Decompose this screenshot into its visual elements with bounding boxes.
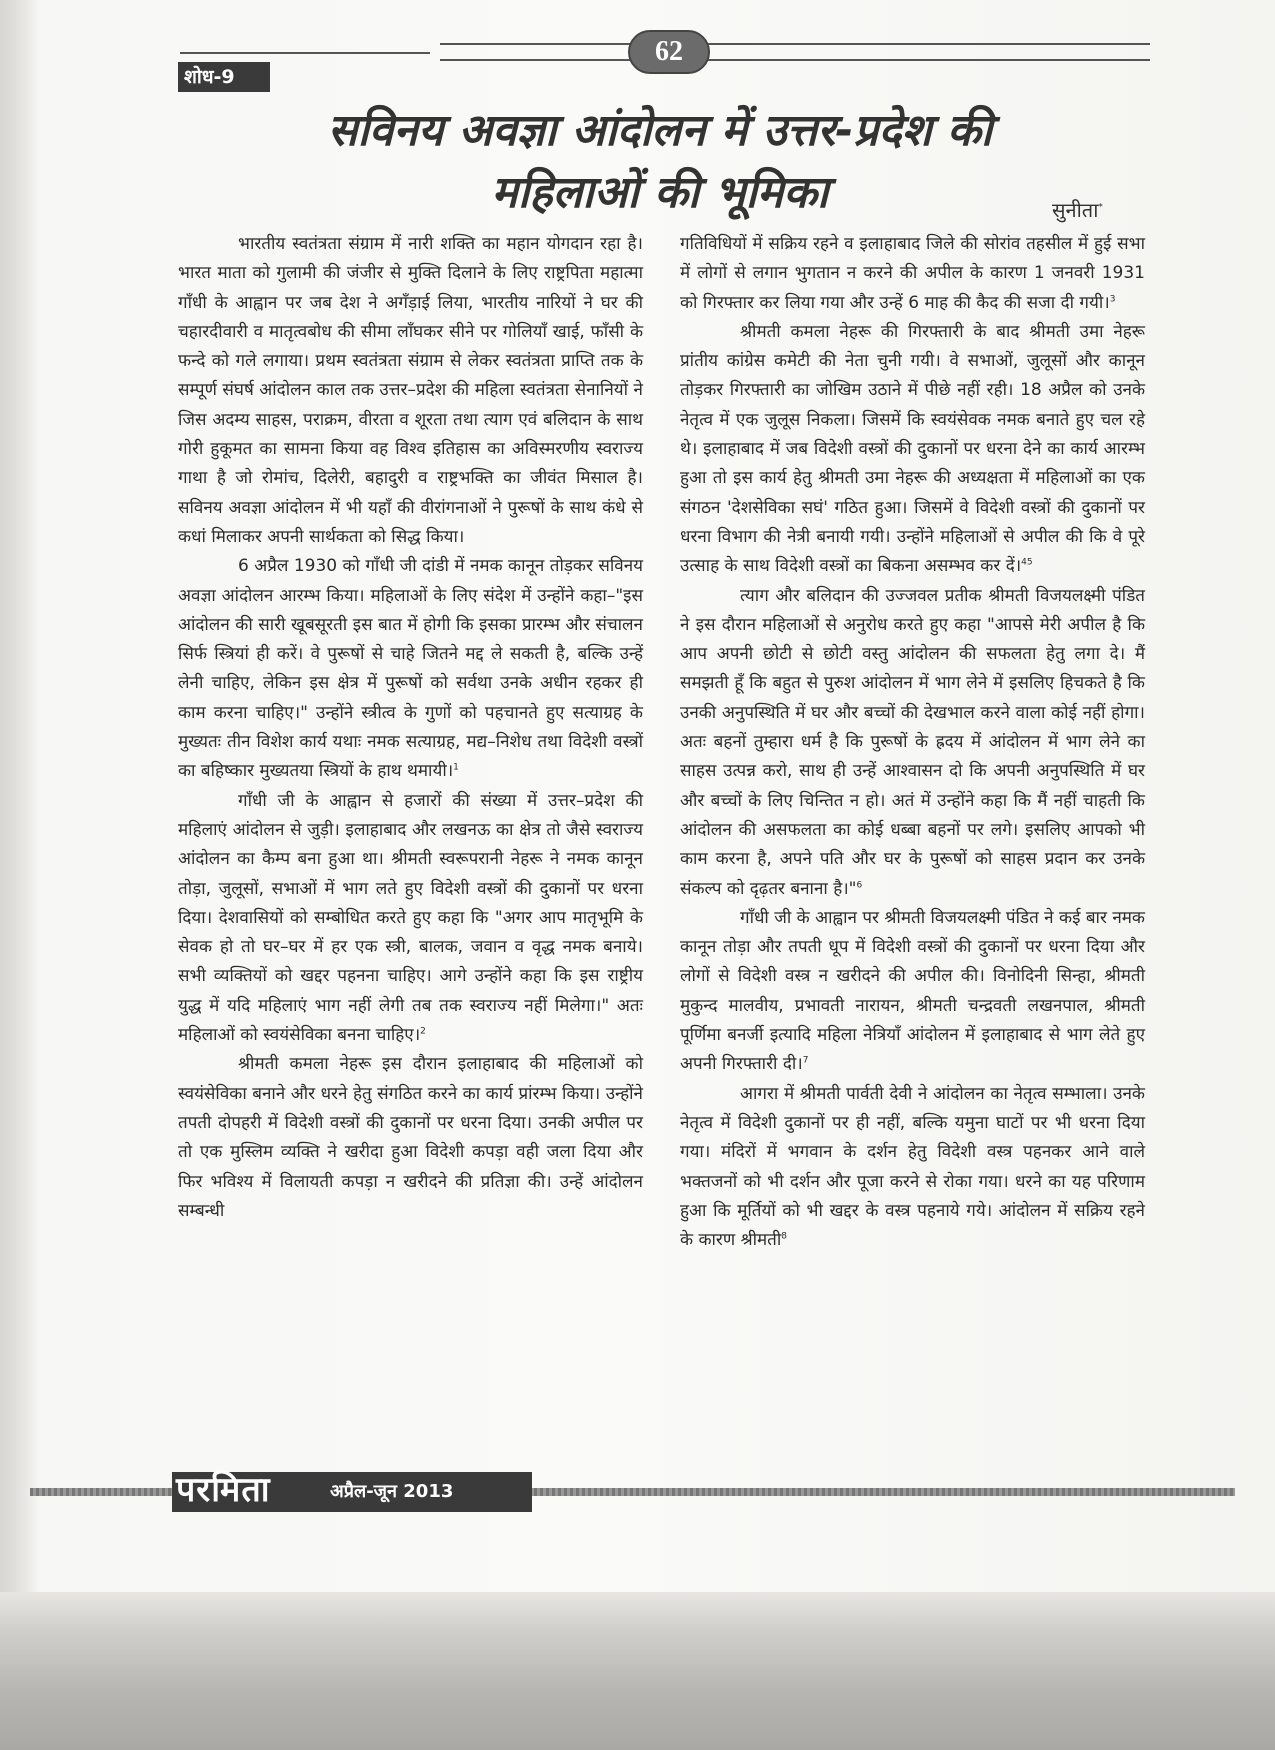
paragraph-text: भारतीय स्वतंत्रता संग्राम में नारी शक्ति का महान योगदान रहा है। भारत माता को गुलामी की जंजीर से मुक्ति दिलाने के लिए राष्ट्रपिता महात्मा गाँधी के आह्वान पर जब देश ने अगँड़ाई लिया, भारतीय नारियों ने घर की चहारदीवारी व मातृत्वबोध की सीमा लाँघकर सीने पर गोलियाँ खाई, फाँसी के फन्दे को गले लगाया। प्रथम स्वतंत्रता संग्राम से लेकर स्वतंत्रता प्राप्ति तक के सम्पूर्ण संघर्ष आंदोलन काल तक उत्तर–प्रदेश की महिला स्वतंत्रता सेनानियों ने जिस अदम्य साहस, पराक्रम, वीरता व शूरता तथा त्याग एवं बलिदान के साथ गोरी हुकूमत का सामना किया वह विश्व इतिहास का अविस्मरणीय स्वराज्य गाथा है जो रोमांच, दिलेरी, बहादुरी व राष्ट्रभक्ति का जीवंत मिसाल है। सविनय अवज्ञा आंदोलन में भी यहाँ की वीरांगनाओं ने पुरूषों के साथ कंधे से कधां मिलाकर अपनी सार्थकता को सिद्ध किया।: [178, 234, 643, 547]
section-tag: शोध-9: [178, 62, 270, 92]
paragraph-text: गाँधी जी के आह्वान पर श्रीमती विजयलक्ष्मी पंडित ने कई बार नमक कानून तोड़ा और तपती धूप में विदेशी वस्त्रों की दुकानों पर धरना दिया और लोगों से विदेशी वस्त्र न खरीदने की अपील की। विनोदिनी सिन्हा, श्रीमती मुकुन्द मालवीय, प्रभावती नारायन, श्रीमती चन्द्रवती लखनपाल, श्रीमती पूर्णिमा बनर्जी इत्यादि महिला नेत्रियाँ आंदोलन में इलाहाबाद से भाग लेते हुए अपनी गिरफ्तारी दी।: [680, 907, 1145, 1075]
article-title-line2: महिलाओं की भूमिका: [491, 167, 829, 218]
header-rule-left: [180, 52, 430, 54]
paragraph: [178, 230, 643, 552]
footnote-ref: 3: [1109, 293, 1116, 304]
footnote-ref: 7: [802, 1055, 809, 1066]
spine-shadow: [0, 0, 40, 1592]
paragraph: [178, 787, 643, 1051]
author-text: सुनीता: [1052, 198, 1099, 222]
paragraph-text: 6 अप्रैल 1930 को गाँधी जी दांडी में नमक कानून तोड़कर सविनय अवज्ञा आंदोलन आरम्भ किया। महिलाओं के लिए संदेश में उन्होंने कहा–"इस आंदोलन की सारी खूबसूरती इस बात में होगी कि इसका प्रारम्भ और संचालन सिर्फ स्त्रियां ही करें। वे पुरूषों से चाहे जितने मद्द ले सकती है, बल्कि उन्हें लेनी चाहिए, लेकिन इस क्षेत्र में पुरूषों को सर्वथा उनके अधीन रहकर ही काम करना चाहिए।" उन्होंने स्त्रीत्व के गुणों को पहचानते हुए सत्याग्रह के मुख्यतः तीन विशेश कार्य यथाः नमक सत्याग्रह, मद्य–निशेध तथा विदेशी वस्त्रों का बहिष्कार मुख्यतया स्त्रियों के हाथ थमायी।: [178, 556, 643, 782]
footnote-ref: 4: [1021, 557, 1027, 568]
paragraph-text: गाँधी जी के आह्वान से हजारों की संख्या में उत्तर–प्रदेश की महिलाएं आंदोलन से जुड़ी। इलाहाबाद और लखनऊ का क्षेत्र तो जैसे स्वराज्य आंदोलन का कैम्प बना हुआ था। श्रीमती स्वरूपरानी नेहरू ने नमक कानून तोड़ा, जुलूसों, सभाओं में भाग लते हुए विदेशी वस्त्रों की दुकानों पर धरना दिया। देशवासियों को सम्बोधित करते हुए कहा कि "अगर आप मातृभूमि के सेवक हो तो घर–घर में हर एक स्त्री, बालक, जवान व वृद्ध नमक बनाये। सभी व्यक्तियों को खद्दर पहनना चाहिए। आगे उन्होंने कहा कि इस राष्ट्रीय युद्ध में यदि महिलाएं भाग नहीं लेगी तब तक स्वराज्य नहीं मिलेगा।" अतः महिलाओं को स्वयंसेविका बनना चाहिए।: [178, 790, 643, 1046]
footnote-ref: 5: [1026, 557, 1033, 568]
paragraph: [680, 230, 1145, 318]
page-number: 62: [628, 30, 710, 74]
footnote-ref: 1: [453, 762, 459, 773]
paragraph-text: त्याग और बलिदान की उज्जवल प्रतीक श्रीमती विजयलक्ष्मी पंडित ने इस दौरान महिलाओं से अनुरोध करते हुए कहा "आपसे मेरी अपील है कि आप अपनी छोटी से छोटी वस्तु आंदोलन की सफलता हेतु लगा दे। मैं समझती हूँ कि बहुत से पुरुश आंदोलन में भाग लेने में इसलिए हिचकते है कि उनकी अनुपस्थिति में घर और बच्चों की देखभाल करने वाला कोई नहीं होगा। अतः बहनों तुम्हारा धर्म है कि पुरूषों के ह्रदय में आंदोलन में भाग लेने का साहस उत्पन्न करो, साथ ही उन्हें आश्वासन दो कि अपनी अनुपस्थिति में घर और बच्चों के लिए चिन्तित न हो। अतं में उन्होंने कहा कि मैं नहीं चाहती कि आंदोलन की असफलता का कोई धब्बा बहनों पर लगे। इसलिए आपको भी काम करना है, अपने पति और घर के पुरूषों को साहस प्रदान कर उनके संकल्प को दृढ़तर बनाना है।": [680, 585, 1145, 899]
magazine-logo: परमिता: [176, 1470, 271, 1510]
author-footnote-mark: *: [1098, 202, 1103, 213]
footnote-ref: 6: [856, 879, 863, 890]
paragraph: [178, 1050, 643, 1226]
footnote-ref: 8: [781, 1231, 787, 1242]
paragraph-text: श्रीमती कमला नेहरू की गिरफ्तारी के बाद श्रीमती उमा नेहरू प्रांतीय कांग्रेस कमेटी की नेता चुनी गयी। वे सभाओं, जुलूसों और कानून तोड़कर गिरफ्तारी का जोखिम उठाने में पीछे नहीं रही। 18 अप्रैल को उनके नेतृत्व में एक जुलूस निकला। जिसमें कि स्वयंसेवक नमक बनाते हुए चल रहे थे। इलाहाबाद में जब विदेशी वस्त्रों की दुकानों पर धरना देने का कार्य आरम्भ हुआ तो इस कार्य हेतु श्रीमती उमा नेहरू की अध्यक्षता में महिलाओं का एक संगठन 'देशसेविका सघं' गठित हुआ। जिसमें वे विदेशी वस्त्रों की दुकानों पर धरना विभाग की नेत्री बनायी गयी। उन्होंने महिलाओं से अपील की कि वे पूरे उत्साह के साथ विदेशी वस्त्रों का बिकना असम्भव कर दें।: [680, 321, 1145, 577]
article-title: [180, 100, 1140, 224]
paragraph: [178, 552, 643, 786]
article-title-line1: सविनय अवज्ञा आंदोलन में उत्तर-प्रदेश की: [327, 105, 993, 156]
bottom-margin-shade: [0, 1592, 1275, 1750]
paragraph-text: आगरा में श्रीमती पार्वती देवी ने आंदोलन का नेतृत्व सम्भाला। उनके नेतृत्व में विदेशी दुकानों पर ही नहीं, बल्कि यमुना घाटों पर भी धरना दिया गया। मंदिरों में भगवान के दर्शन हेतु विदेशी वस्त्र पहनकर आने वाले भक्तजनों को भी दर्शन और पूजा करने से रोका गया। धरने का यह परिणाम हुआ कि मूर्तियों को भी खद्दर के वस्त्र पहनाये गये। आंदोलन में सक्रिय रहने के कारण श्रीमती: [680, 1083, 1145, 1251]
issue-date: अप्रैल-जून 2013: [330, 1481, 454, 1502]
paragraph: [680, 582, 1145, 904]
right-column: [680, 230, 1145, 1255]
left-column: [178, 230, 643, 1226]
paragraph: [680, 904, 1145, 1080]
header-rule: [440, 43, 1150, 61]
paragraph-text: श्रीमती कमला नेहरू इस दौरान इलाहाबाद की महिलाओं को स्वयंसेविका बनाने और धरने हेतु संगठित करने का कार्य प्रांरम्भ किया। उन्होंने तपती दोपहरी में विदेशी वस्त्रों की दुकानों पर धरना दिया। उनकी अपील पर तो एक मुस्लिम व्यक्ति ने खरीदा हुआ विदेशी कपड़ा वही जला दिया और फिर भविश्य में विलायती कपड़ा न खरीदने की प्रतिज्ञा की। उन्हें आंदोलन सम्बन्धी: [178, 1054, 643, 1221]
paragraph: [680, 318, 1145, 582]
paragraph-text: गतिविधियों में सक्रिय रहने व इलाहाबाद जिले की सोरांव तहसील में हुई सभा में लोगों से लगान भुगतान न करने की अपील के कारण 1 जनवरी 1931 को गिरफ्तार कर लिया गया और उन्हें 6 माह की कैद की सजा दी गयी।: [680, 234, 1145, 313]
footnote-ref: 2: [420, 1026, 426, 1037]
author-name: [1052, 196, 1142, 223]
paragraph: [680, 1080, 1145, 1256]
